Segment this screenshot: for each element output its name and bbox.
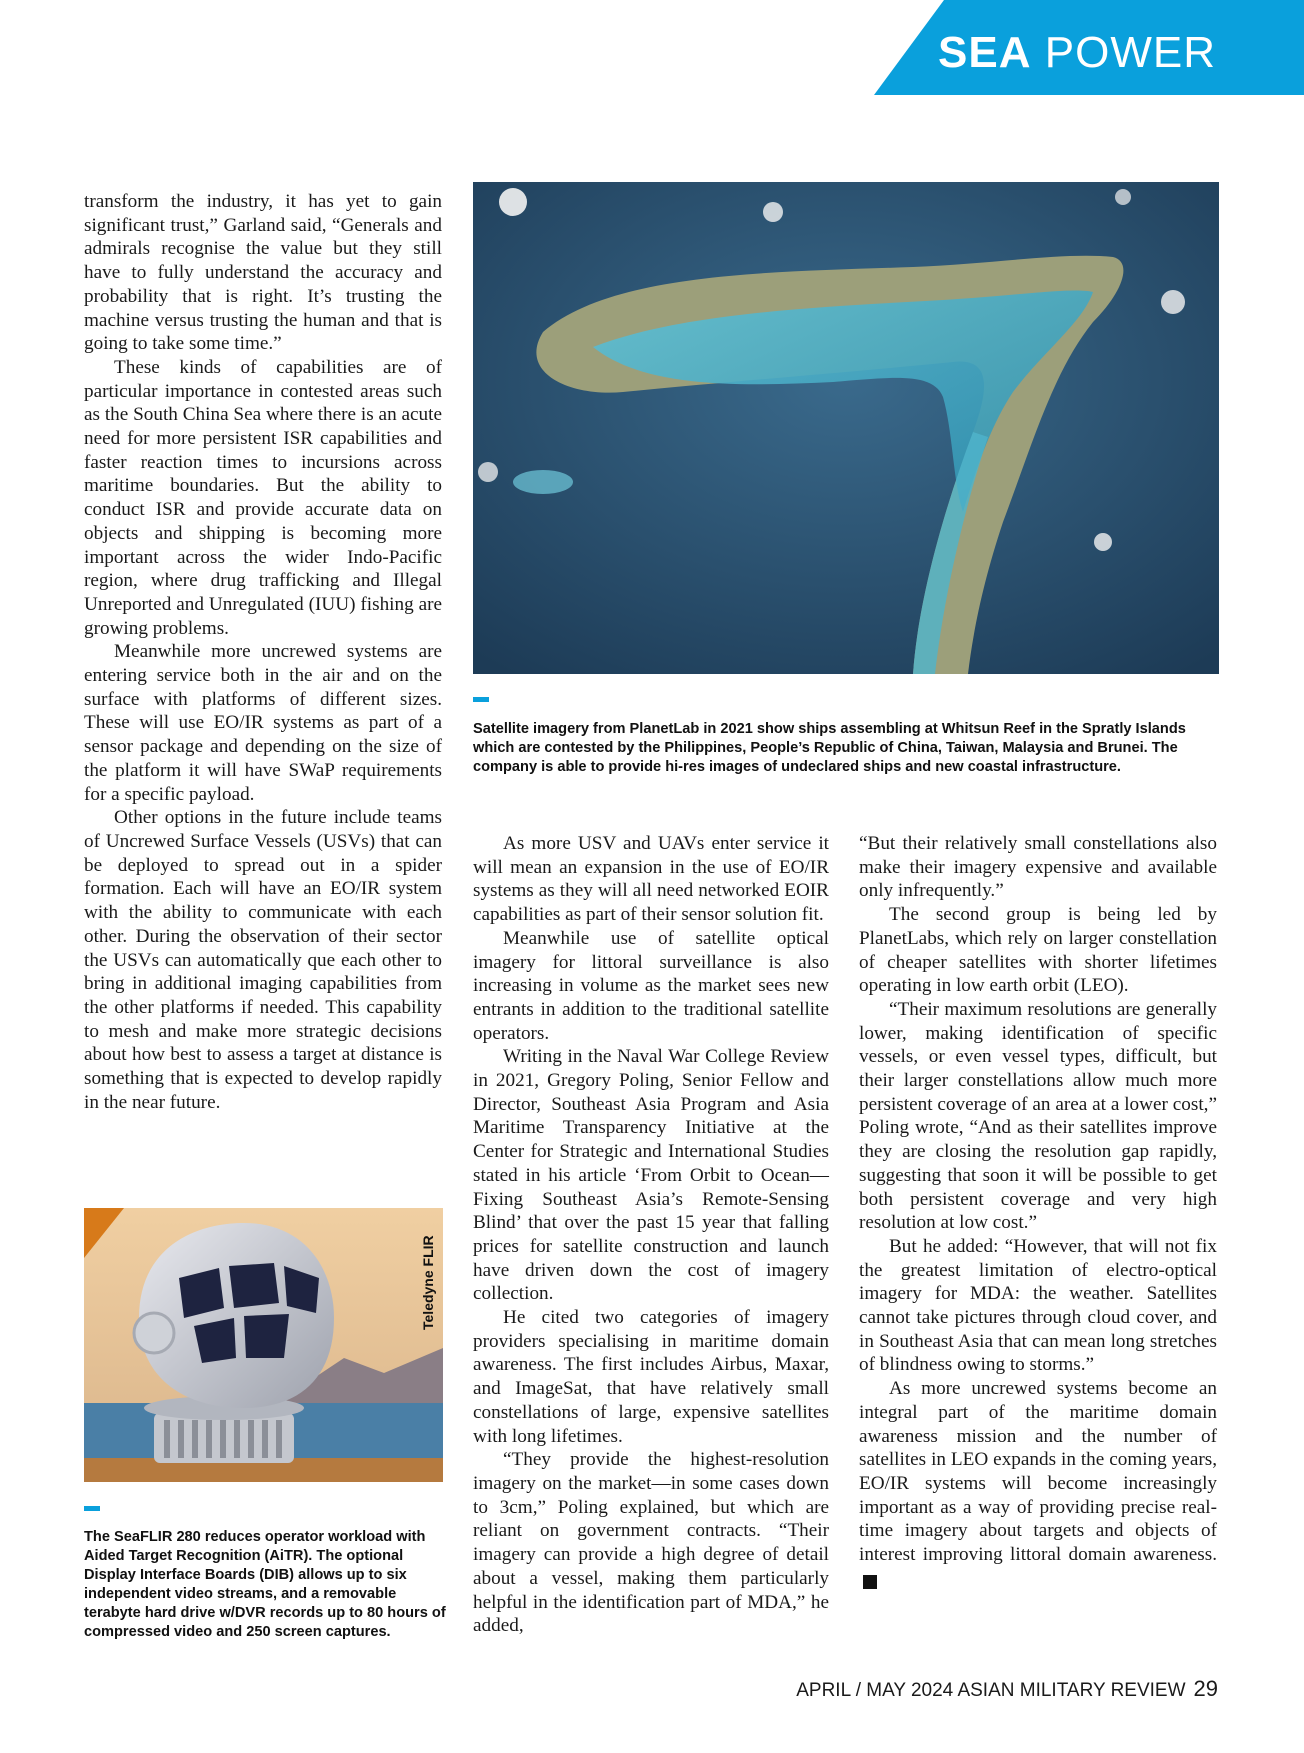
satellite-caption: Satellite imagery from PlanetLab in 2021 show ships assembling at Whitsun Reef in the Spratly Islands which are contested by the Philippines, People’s Republic of China, Taiwan, Malaysia and Brunei. The company is able to provide hi-res images of undeclared ships and new coastal infrastructure.: [473, 721, 1186, 775]
paragraph: But he added: “However, that will not fix the greatest limitation of electro-optical imagery for MDA: the weather. Satellites cannot take pictures through cloud cover, and in Southeast Asia that can mean long stretches of blindness owing to storms.”: [859, 1235, 1217, 1376]
paragraph: “They provide the highest-resolution imagery on the market—in some cases down to 3cm,” Poling explained, but which are reliant on government contracts. “Their imagery can provide a high degree of detail about a vessel, making them particularly helpful in the identification part of MDA,” he added,: [473, 1449, 829, 1637]
seaflir-caption: The SeaFLIR 280 reduces operator workload with Aided Target Recognition (AiTR). The optional Display Interface Boards (DIB) allows up to six independent video streams, and a removable terabyte hard drive w/DVR records up to 80 hours of compressed video and 250 screen captures.: [84, 1529, 446, 1640]
paragraph: As more USV and UAVs enter service it will mean an expansion in the use of EO/IR systems as they will all need networked EOIR capabilities as part of their sensor solution fit.: [473, 833, 829, 926]
paragraph: Meanwhile more uncrewed systems are entering service both in the air and on the surface with platforms of different sizes. These will use EO/IR systems as part of a sensor package and depending on the size of the platform it will have SWaP requirements for a specific payload.: [84, 641, 442, 805]
article-column-1: [84, 190, 442, 1114]
paragraph: transform the industry, it has yet to gain significant trust,” Garland said, “Generals and admirals recognise the value but they still have to fully understand the accuracy and probability that is right. It’s trusting the machine versus trusting the human and that is going to take some time.”: [84, 191, 442, 355]
caption-accent: [84, 1506, 100, 1511]
paragraph: Other options in the future include teams of Uncrewed Surface Vessels (USVs) that can be deployed to spread out in a spider formation. Each will have an EO/IR system with the ability to communicate with each other. During the observation of their sector the USVs can automatically que each other to bring in additional imaging capabilities from the other platforms if needed. This capability to mesh and make more strategic decisions about how best to assess a target at distance is something that is expected to develop rapidly in the near future.: [84, 807, 442, 1113]
paragraph: “But their relatively small constellations also make their imagery expensive and available only infrequently.”: [859, 833, 1217, 902]
section-title: SEA POWER: [938, 28, 1216, 77]
paragraph: Meanwhile use of satellite optical imagery for littoral surveillance is also increasing in volume as the market sees new entrants in addition to the traditional satellite operators.: [473, 927, 829, 1044]
paragraph: The second group is being led by PlanetLabs, which rely on larger constellation of cheaper satellites with shorter lifetimes operating in low earth orbit (LEO).: [859, 904, 1217, 997]
seaflir-camera-image: [84, 1208, 443, 1482]
end-mark-icon: A: [863, 1575, 877, 1589]
paragraph: “Their maximum resolutions are generally lower, making identification of specific vessels, or even vessel types, difficult, but their larger constellations allow much more persistent coverage of an area at a lower cost,” Poling wrote, “And as their satellites improve they are closing the resolution gap rapidly, suggesting that soon it will be possible to get both persistent coverage and very high resolution at low cost.”: [859, 998, 1217, 1234]
paragraph: He cited two categories of imagery providers specialising in maritime domain awareness. The first includes Airbus, Maxar, and ImageSat, that have relatively small constellations of large, expensive satellites with long lifetimes.: [473, 1307, 829, 1447]
satellite-reef-image: [473, 182, 1219, 674]
caption-accent: [473, 697, 489, 702]
paragraph: These kinds of capabilities are of particular importance in contested areas such as the South China Sea where there is an acute need for more persistent ISR capabilities and faster reaction times to incursions across maritime boundaries. But the ability to conduct ISR and provide accurate data on objects and shipping is becoming more important across the wider Indo-Pacific region, where drug trafficking and Illegal Unreported and Unregulated (IUU) fishing are growing problems.: [84, 356, 442, 639]
photo-credit: Teledyne FLIR: [420, 1235, 436, 1330]
article-column-3: [859, 832, 1217, 1591]
article-column-2: [473, 832, 829, 1638]
paragraph: Writing in the Naval War College Review in 2021, Gregory Poling, Senior Fellow and Director, Southeast Asia Program and Asia Maritime Transparency Initiative at the Center for Strategic and International Studies stated in his article ‘From Orbit to Ocean—Fixing Southeast Asia’s Remote-Sensing Blind’ that over the past 15 year that falling prices for satellite construction and launch have driven down the cost of imagery collection.: [473, 1046, 829, 1305]
page-footer: [796, 1676, 1218, 1702]
paragraph: As more uncrewed systems become an integral part of the maritime domain awareness mission and the number of satellites in LEO expands in the coming years, EO/IR systems will become increasingly important as a way of providing precise real-time imagery about targets and objects of interest improving littoral domain awareness.A: [859, 1378, 1217, 1588]
issue-label: APRIL / MAY 2024 ASIAN MILITARY REVIEW: [796, 1680, 1186, 1701]
page-number: 29: [1193, 1676, 1218, 1701]
